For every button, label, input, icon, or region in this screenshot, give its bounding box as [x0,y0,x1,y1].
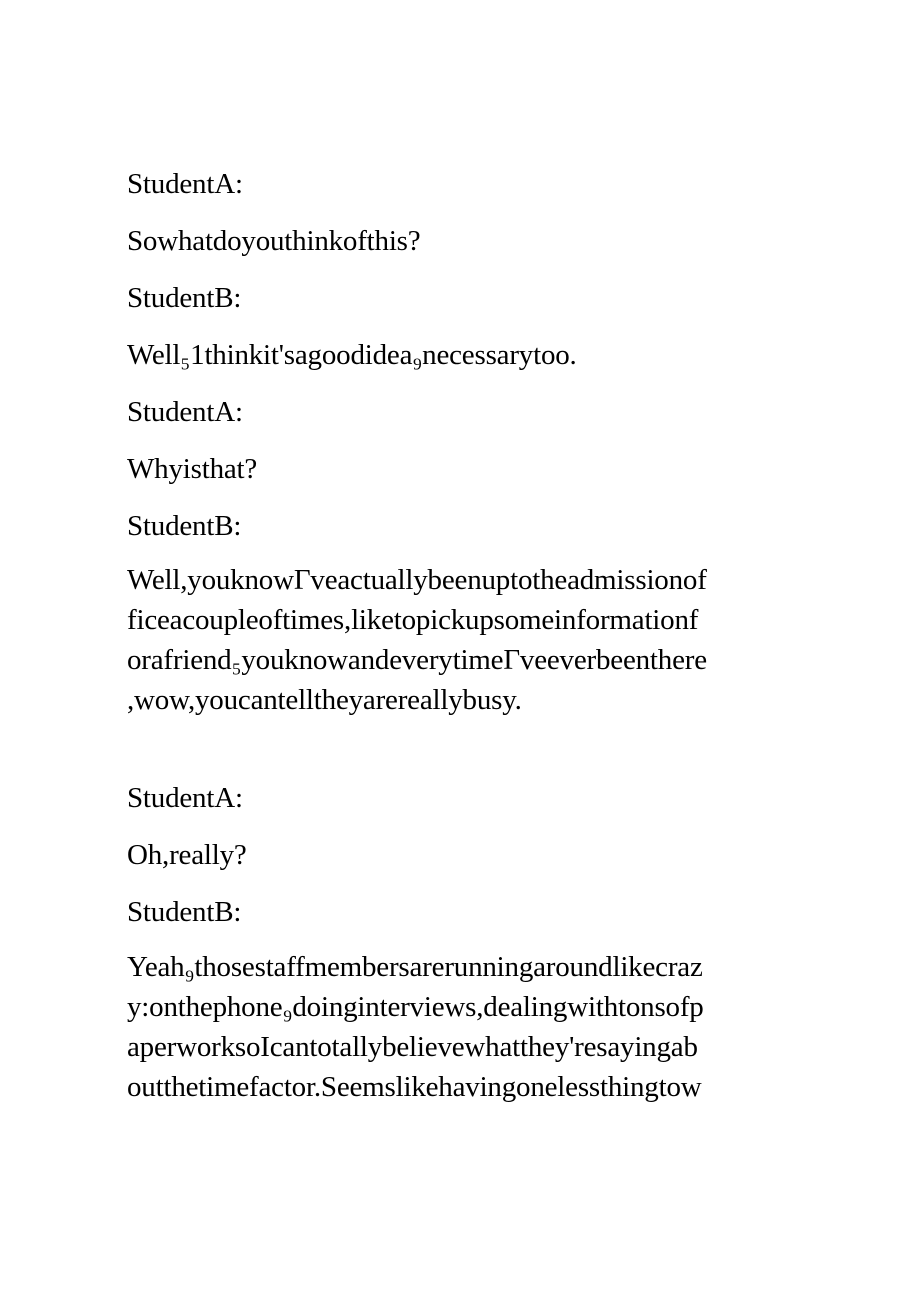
dialogue-line: Oh,really? [127,839,247,871]
dialogue-line: Sowhatdoyouthinkofthis? [127,225,421,257]
dialogue-line: orafriend₅youknowandeverytimeΓveeverbeenthere [127,644,707,676]
dialogue-line: outthetimefactor.Seemslikehavingonelessthingtow [127,1071,702,1103]
speaker-label: StudentB: [127,510,242,542]
speaker-label: StudentB: [127,896,242,928]
dialogue-line: Yeah₉thosestaffmembersarerunningaroundlikecraz [127,951,703,983]
dialogue-line: y:onthephone₉doinginterviews,dealingwithtonsofp [127,991,704,1023]
speaker-label: StudentB: [127,282,242,314]
dialogue-line: ficeacoupleoftimes,liketopickupsomeinformationf [127,604,699,636]
dialogue-line: Well,youknowΓveactuallybeenuptotheadmissionof [127,564,707,596]
speaker-label: StudentA: [127,396,243,428]
dialogue-line: aperworksoIcantotallybelievewhatthey'resayingab [127,1031,698,1063]
speaker-label: StudentA: [127,782,243,814]
dialogue-line: ,wow,youcantelltheyarereallybusy. [127,684,522,716]
speaker-label: StudentA: [127,168,243,200]
dialogue-line: Well₅1thinkit'sagoodidea₉necessarytoo. [127,339,577,371]
dialogue-line: Whyisthat? [127,453,258,485]
